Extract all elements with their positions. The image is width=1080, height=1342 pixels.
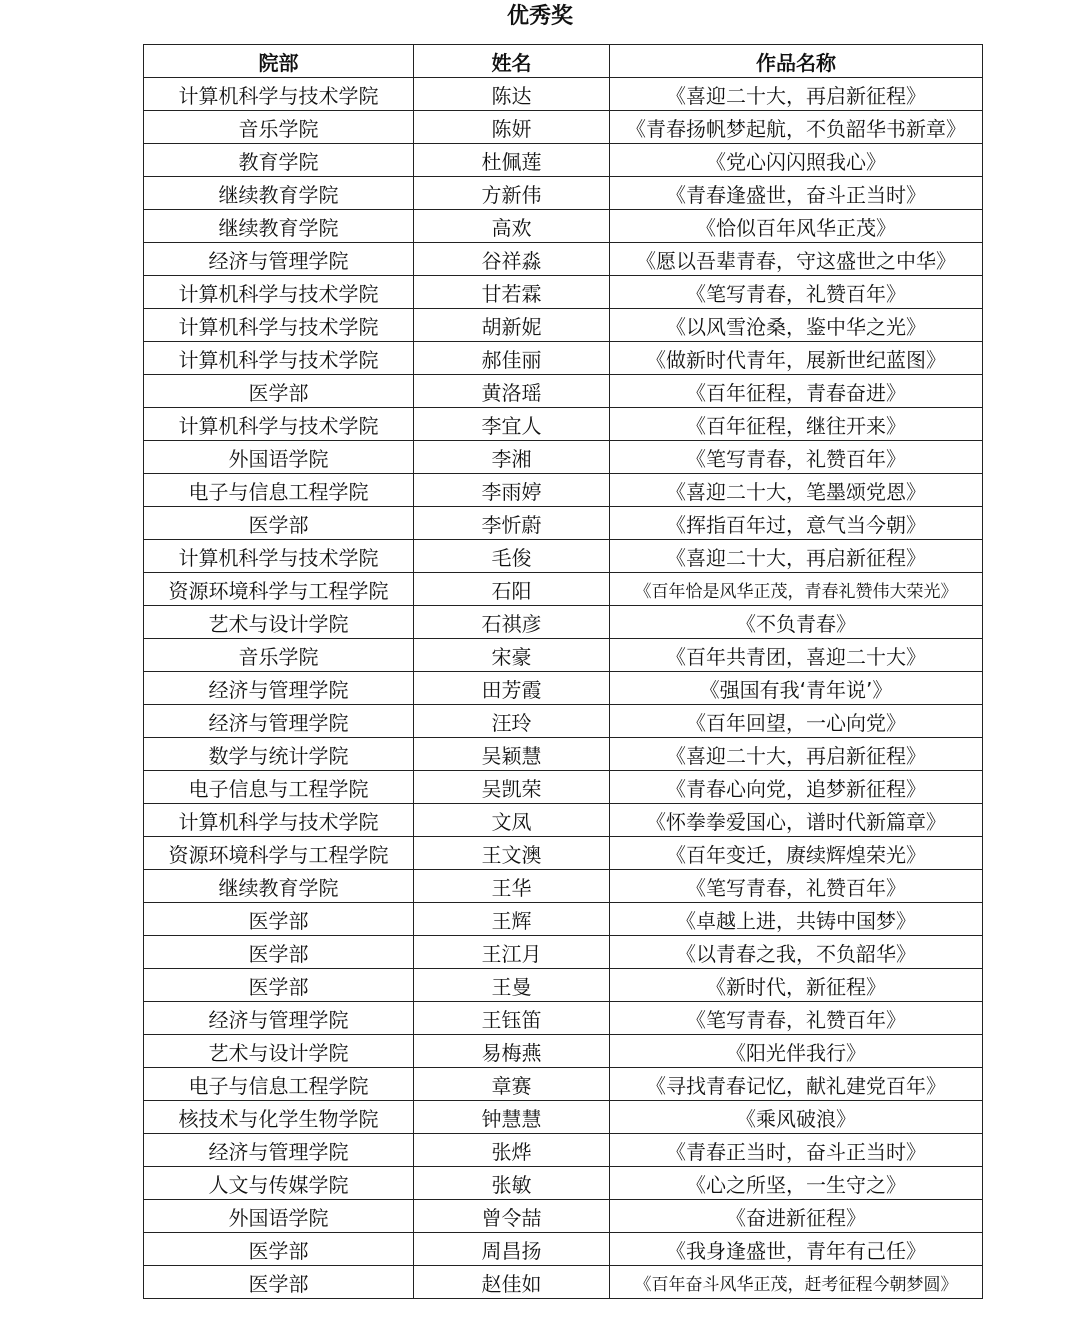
table-row (144, 441, 983, 474)
cell-work-title: 《以风雪沧桑，鉴中华之光》 (610, 309, 983, 342)
table-row (144, 507, 983, 540)
cell-work-title: 《喜迎二十大，再启新征程》 (610, 78, 983, 111)
table-row (144, 78, 983, 111)
cell-work-title: 《百年恰是风华正茂，青春礼赞伟大荣光》 (610, 573, 983, 606)
table-row (144, 837, 983, 870)
table-row (144, 804, 983, 837)
cell-work-title: 《笔写青春，礼赞百年》 (610, 441, 983, 474)
cell-work-title: 《愿以吾辈青春，守这盛世之中华》 (610, 243, 983, 276)
cell-work-title: 《新时代，新征程》 (610, 969, 983, 1002)
table-row (144, 375, 983, 408)
table-row (144, 276, 983, 309)
cell-name: 杜佩莲 (414, 144, 610, 177)
header-department: 院部 (144, 45, 414, 78)
table-row (144, 1068, 983, 1101)
cell-name: 田芳霞 (414, 672, 610, 705)
cell-name: 易梅燕 (414, 1035, 610, 1068)
cell-department: 医学部 (144, 969, 414, 1002)
cell-work-title: 《恰似百年风华正茂》 (610, 210, 983, 243)
cell-department: 经济与管理学院 (144, 672, 414, 705)
cell-name: 石祺彦 (414, 606, 610, 639)
table-row (144, 1233, 983, 1266)
cell-department: 医学部 (144, 375, 414, 408)
cell-department: 经济与管理学院 (144, 705, 414, 738)
table-row (144, 639, 983, 672)
table-row (144, 705, 983, 738)
cell-department: 计算机科学与技术学院 (144, 78, 414, 111)
cell-department: 音乐学院 (144, 111, 414, 144)
cell-name: 李宜人 (414, 408, 610, 441)
cell-work-title: 《喜迎二十大，再启新征程》 (610, 738, 983, 771)
cell-department: 计算机科学与技术学院 (144, 276, 414, 309)
cell-department: 医学部 (144, 1233, 414, 1266)
page-title: 优秀奖 (506, 4, 573, 29)
table-row (144, 672, 983, 705)
cell-name: 毛俊 (414, 540, 610, 573)
table-row (144, 1266, 983, 1299)
cell-work-title: 《不负青春》 (610, 606, 983, 639)
cell-name: 张敏 (414, 1167, 610, 1200)
cell-department: 计算机科学与技术学院 (144, 342, 414, 375)
cell-name: 王文澳 (414, 837, 610, 870)
table-row (144, 474, 983, 507)
cell-name: 王钰笛 (414, 1002, 610, 1035)
table-row (144, 540, 983, 573)
cell-work-title: 《青春正当时，奋斗正当时》 (610, 1134, 983, 1167)
cell-work-title: 《百年奋斗风华正茂，赶考征程今朝梦圆》 (610, 1266, 983, 1299)
table-row (144, 408, 983, 441)
cell-department: 计算机科学与技术学院 (144, 309, 414, 342)
header-name: 姓名 (414, 45, 610, 78)
cell-department: 医学部 (144, 936, 414, 969)
cell-name: 宋豪 (414, 639, 610, 672)
cell-name: 李忻蔚 (414, 507, 610, 540)
cell-work-title: 《阳光伴我行》 (610, 1035, 983, 1068)
cell-name: 周昌扬 (414, 1233, 610, 1266)
cell-department: 继续教育学院 (144, 177, 414, 210)
cell-department: 资源环境科学与工程学院 (144, 837, 414, 870)
cell-department: 核技术与化学生物学院 (144, 1101, 414, 1134)
cell-name: 曾令喆 (414, 1200, 610, 1233)
cell-name: 王辉 (414, 903, 610, 936)
table-row (144, 1134, 983, 1167)
cell-work-title: 《党心闪闪照我心》 (610, 144, 983, 177)
cell-name: 张烨 (414, 1134, 610, 1167)
cell-name: 王江月 (414, 936, 610, 969)
cell-work-title: 《笔写青春，礼赞百年》 (610, 276, 983, 309)
cell-work-title: 《百年共青团，喜迎二十大》 (610, 639, 983, 672)
cell-name: 郝佳丽 (414, 342, 610, 375)
cell-name: 陈达 (414, 78, 610, 111)
cell-work-title: 《以青春之我，不负韶华》 (610, 936, 983, 969)
cell-name: 王曼 (414, 969, 610, 1002)
cell-work-title: 《青春心向党，追梦新征程》 (610, 771, 983, 804)
cell-department: 资源环境科学与工程学院 (144, 573, 414, 606)
table-row (144, 1002, 983, 1035)
cell-name: 谷祥淼 (414, 243, 610, 276)
cell-name: 方新伟 (414, 177, 610, 210)
table-row (144, 342, 983, 375)
cell-name: 甘若霖 (414, 276, 610, 309)
cell-work-title: 《做新时代青年，展新世纪蓝图》 (610, 342, 983, 375)
cell-department: 外国语学院 (144, 441, 414, 474)
table-row (144, 606, 983, 639)
cell-department: 艺术与设计学院 (144, 1035, 414, 1068)
cell-name: 李湘 (414, 441, 610, 474)
cell-work-title: 《挥指百年过，意气当今朝》 (610, 507, 983, 540)
table-row (144, 144, 983, 177)
cell-work-title: 《百年征程，青春奋进》 (610, 375, 983, 408)
table-row (144, 936, 983, 969)
cell-work-title: 《青春扬帆梦起航，不负韶华书新章》 (610, 111, 983, 144)
table-row (144, 243, 983, 276)
cell-work-title: 《笔写青春，礼赞百年》 (610, 1002, 983, 1035)
cell-department: 经济与管理学院 (144, 243, 414, 276)
cell-work-title: 《青春逢盛世，奋斗正当时》 (610, 177, 983, 210)
cell-work-title: 《我身逢盛世，青年有己任》 (610, 1233, 983, 1266)
cell-department: 外国语学院 (144, 1200, 414, 1233)
cell-work-title: 《卓越上进，共铸中国梦》 (610, 903, 983, 936)
cell-department: 人文与传媒学院 (144, 1167, 414, 1200)
cell-department: 继续教育学院 (144, 210, 414, 243)
cell-name: 章赛 (414, 1068, 610, 1101)
cell-name: 胡新妮 (414, 309, 610, 342)
cell-department: 电子与信息工程学院 (144, 474, 414, 507)
cell-department: 经济与管理学院 (144, 1134, 414, 1167)
cell-department: 继续教育学院 (144, 870, 414, 903)
cell-work-title: 《奋进新征程》 (610, 1200, 983, 1233)
cell-work-title: 《百年征程，继往开来》 (610, 408, 983, 441)
table-row (144, 573, 983, 606)
table-row (144, 771, 983, 804)
cell-work-title: 《寻找青春记忆，献礼建党百年》 (610, 1068, 983, 1101)
cell-department: 医学部 (144, 1266, 414, 1299)
cell-work-title: 《怀拳拳爱国心，谱时代新篇章》 (610, 804, 983, 837)
cell-department: 计算机科学与技术学院 (144, 540, 414, 573)
cell-name: 黄洛瑶 (414, 375, 610, 408)
cell-work-title: 《强国有我‘青年说’》 (610, 672, 983, 705)
cell-name: 李雨婷 (414, 474, 610, 507)
cell-work-title: 《笔写青春，礼赞百年》 (610, 870, 983, 903)
cell-work-title: 《喜迎二十大，笔墨颂党恩》 (610, 474, 983, 507)
cell-name: 陈妍 (414, 111, 610, 144)
table-row (144, 177, 983, 210)
cell-department: 电子信息与工程学院 (144, 771, 414, 804)
table-row (144, 1167, 983, 1200)
cell-work-title: 《喜迎二十大，再启新征程》 (610, 540, 983, 573)
header-work-title: 作品名称 (610, 45, 983, 78)
cell-name: 汪玲 (414, 705, 610, 738)
table-row (144, 1200, 983, 1233)
cell-department: 艺术与设计学院 (144, 606, 414, 639)
cell-name: 吴颖慧 (414, 738, 610, 771)
cell-department: 医学部 (144, 903, 414, 936)
cell-department: 音乐学院 (144, 639, 414, 672)
table-row (144, 111, 983, 144)
cell-work-title: 《乘风破浪》 (610, 1101, 983, 1134)
cell-department: 电子与信息工程学院 (144, 1068, 414, 1101)
cell-name: 钟慧慧 (414, 1101, 610, 1134)
table-row (144, 309, 983, 342)
cell-name: 石阳 (414, 573, 610, 606)
table-row (144, 870, 983, 903)
cell-work-title: 《百年变迁，赓续辉煌荣光》 (610, 837, 983, 870)
award-table (143, 44, 983, 1299)
cell-department: 计算机科学与技术学院 (144, 804, 414, 837)
table-row (144, 1101, 983, 1134)
cell-work-title: 《百年回望，一心向党》 (610, 705, 983, 738)
cell-name: 高欢 (414, 210, 610, 243)
cell-name: 吴凯荣 (414, 771, 610, 804)
cell-work-title: 《心之所坚，一生守之》 (610, 1167, 983, 1200)
cell-department: 教育学院 (144, 144, 414, 177)
cell-department: 数学与统计学院 (144, 738, 414, 771)
table-row (144, 903, 983, 936)
cell-name: 赵佳如 (414, 1266, 610, 1299)
cell-name: 文凤 (414, 804, 610, 837)
table-row (144, 210, 983, 243)
table-row (144, 969, 983, 1002)
cell-department: 经济与管理学院 (144, 1002, 414, 1035)
cell-department: 医学部 (144, 507, 414, 540)
cell-name: 王华 (414, 870, 610, 903)
table-header-row (144, 45, 983, 78)
table-row (144, 738, 983, 771)
table-row (144, 1035, 983, 1068)
cell-department: 计算机科学与技术学院 (144, 408, 414, 441)
